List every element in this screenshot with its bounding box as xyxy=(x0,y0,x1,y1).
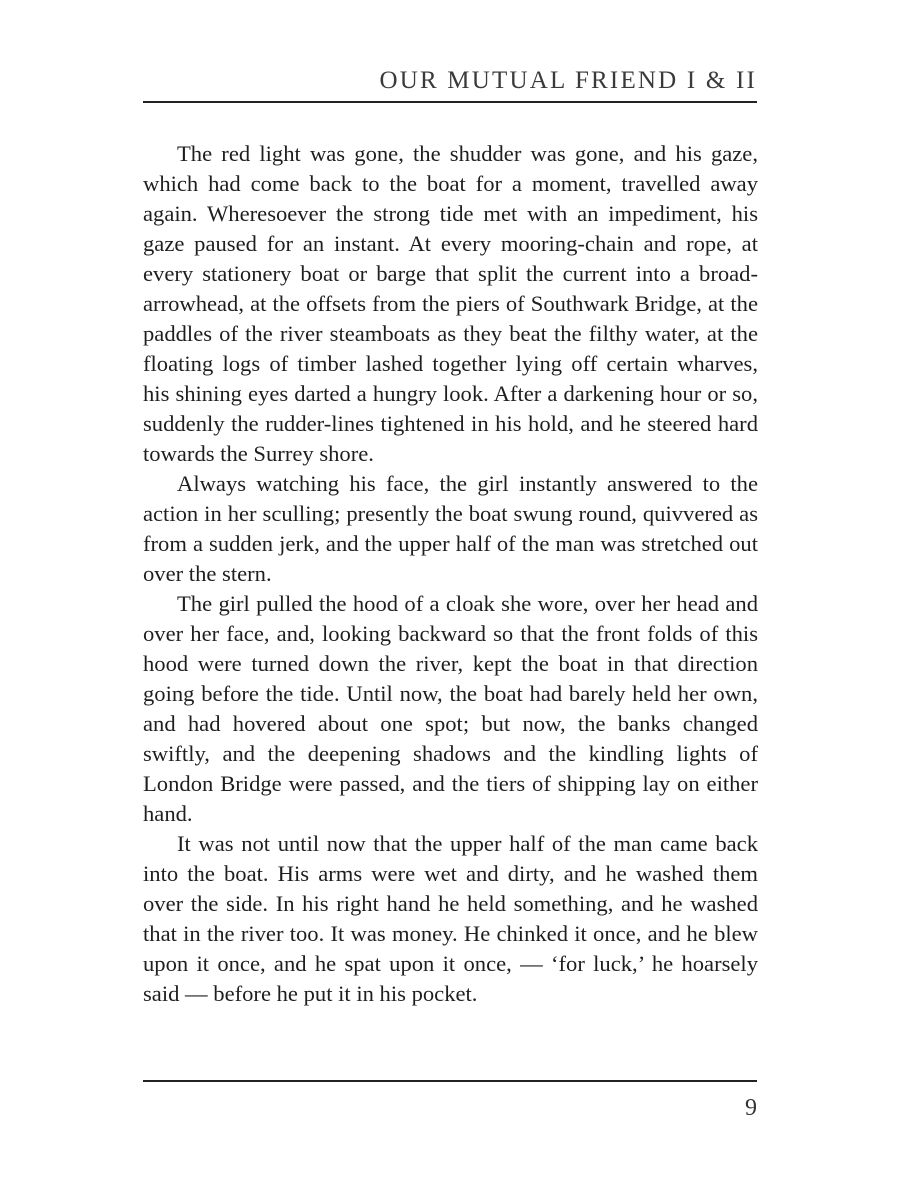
body-text xyxy=(143,139,758,1009)
header-rule xyxy=(143,101,757,103)
footer-rule xyxy=(143,1080,757,1082)
paragraph-3: The girl pulled the hood of a cloak she wore, over her head and over her face, and, looking backward so that the front folds of this hood were turned down the river, kept the boat in that direction going before the tide. Until now, the boat had barely held her own, and had hovered about one spot; but now, the banks changed swiftly, and the deepening shadows and the kindling lights of London Bridge were passed, and the tiers of shipping lay on either hand. xyxy=(143,591,758,826)
running-header xyxy=(143,64,757,102)
running-title: OUR MUTUAL FRIEND I & II xyxy=(379,67,757,94)
paragraph-1: The red light was gone, the shudder was gone, and his gaze, which had come back to the boat for a moment, travelled away again. Wheresoever the strong tide met with an impediment, his gaze paused for an instant. At every mooring-chain and rope, at every stationery boat or barge that split the current into a broad-arrowhead, at the offsets from the piers of Southwark Bridge, at the paddles of the river steamboats as they beat the filthy water, at the floating logs of timber lashed together lying off certain wharves, his shining eyes darted a hungry look. After a darkening hour or so, suddenly the rudder-lines tightened in his hold, and he steered hard towards the Surrey shore. xyxy=(143,141,758,466)
page-number: 9 xyxy=(745,1095,757,1121)
paragraph-2: Always watching his face, the girl instantly answered to the action in her sculling; presently the boat swung round, quivvered as from a sudden jerk, and the upper half of the man was stretched out over the stern. xyxy=(143,471,758,586)
paragraph-4: It was not until now that the upper half of the man came back into the boat. His arms were wet and dirty, and he washed them over the side. In his right hand he held something, and he washed that in the river too. It was money. He chinked it once, and he blew upon it once, and he spat upon it once, — ‘for luck,’ he hoarsely said — before he put it in his pocket. xyxy=(143,831,758,1006)
